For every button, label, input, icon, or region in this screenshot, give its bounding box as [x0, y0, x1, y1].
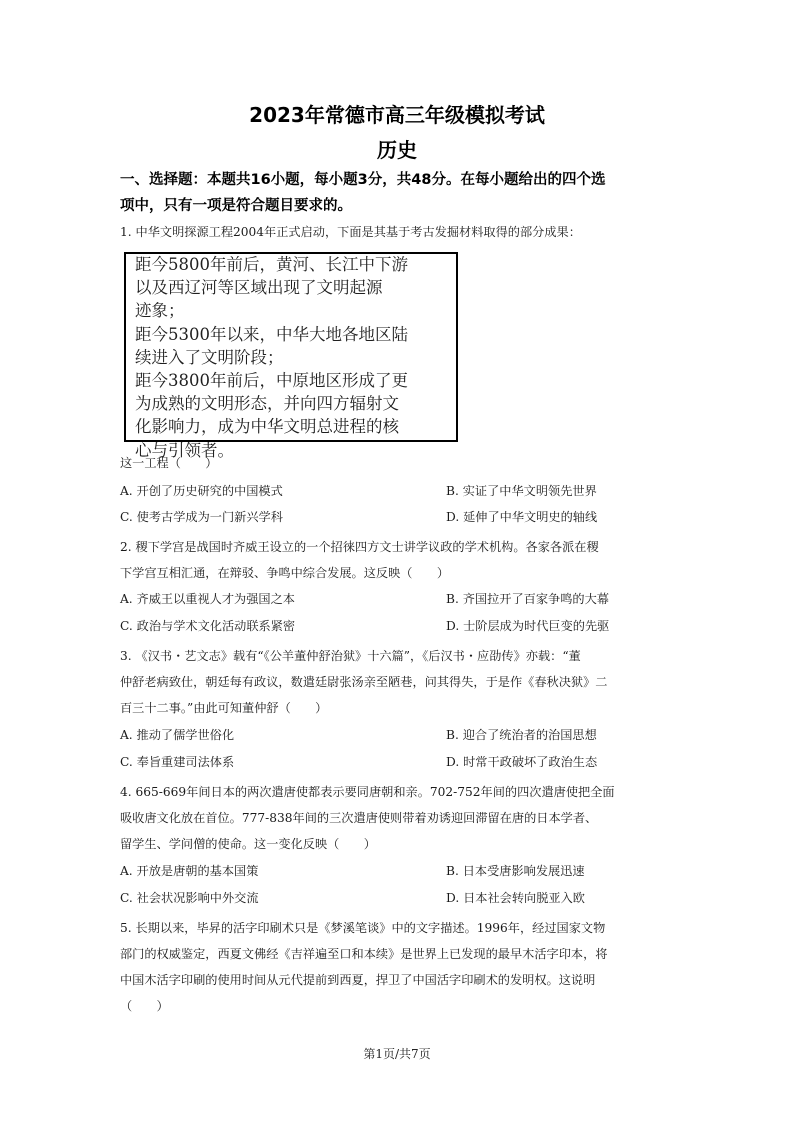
material-line: 距今5800年前后，黄河、长江中下游: [135, 255, 408, 274]
q3-option-d[interactable]: D. 时常干政破坏了政治生态: [446, 755, 598, 769]
q1-option-c[interactable]: C. 使考古学成为一门新兴学科: [120, 510, 283, 524]
q3-option-b[interactable]: B. 迎合了统治者的治国思想: [446, 728, 597, 742]
section-header-line: 项中，只有一项是符合题目要求的。: [120, 198, 352, 214]
q3-option-a[interactable]: A. 推动了儒学世俗化: [120, 728, 235, 742]
question-4-stem: 4. 665-669年间日本的两次遣唐使都表示要同唐朝和亲。702-752年间的四次遣唐使把全面 吸收唐文化放在首位。777-838年间的三次遣唐使则带着劝诱迎回滞留在唐的日本学者、 留学生、学问僧的使命。这一变化反映（ ）: [120, 785, 615, 851]
material-line: 续进入了文明阶段；: [135, 347, 284, 367]
q1-option-b[interactable]: B. 实证了中华文明领先世界: [446, 484, 597, 498]
q2-option-a[interactable]: A. 齐威王以重视人才为强国之本: [120, 592, 295, 606]
q4-option-c[interactable]: C. 社会状况影响中外交流: [120, 891, 259, 905]
q2-option-d[interactable]: D. 士阶层成为时代巨变的先驱: [446, 619, 610, 633]
question-2-stem: 2. 稷下学宫是战国时齐威王设立的一个招徕四方文士讲学议政的学术机构。各家各派在稷 下学宫互相汇通，在辩驳、争鸣中综合发展。这反映（ ）: [120, 540, 599, 580]
material-line: 化影响力，成为中华文明总进程的核: [135, 417, 399, 437]
q4-option-b[interactable]: B. 日本受唐影响发展迅速: [446, 864, 585, 878]
q4-option-a[interactable]: A. 开放是唐朝的基本国策: [120, 864, 259, 878]
material-line: 心与引领者。: [135, 440, 234, 460]
question-5-stem: 5. 长期以来，毕昇的活字印刷术只是《梦溪笔谈》中的文字描述。1996年，经过国家文物 部门的权威鉴定，西夏文佛经《吉祥遍至口和本续》是世界上已发现的最早木活字印本，将 中国木活字印刷的使用时间从元代提前到西夏，捍卫了中国活字印刷术的发明权。这说明 （ ）: [120, 921, 608, 1013]
subject-title: 历史: [377, 138, 417, 162]
page-number: 第1页/共7页: [363, 1047, 431, 1061]
exam-title: 2023年常德市高三年级模拟考试: [249, 103, 545, 127]
material-line: 迹象；: [135, 301, 185, 321]
material-line: 距今3800年前后，中原地区形成了更: [135, 370, 408, 390]
question-3-stem: 3. 《汉书・艺文志》载有“《公羊董仲舒治狱》十六篇”，《后汉书・应劭传》亦载：“董 仲舒老病致仕，朝廷每有政议，数遣廷尉张汤亲至陋巷，问其得失，于是作《春秋决狱》二 百三十二事。”由此可知董仲舒（ ）: [120, 649, 608, 715]
material-line: 以及西辽河等区域出现了文明起源: [135, 278, 383, 298]
q1-option-d[interactable]: D. 延伸了中华文明史的轴线: [446, 510, 598, 524]
material-line: 距今5300年以来，中华大地各地区陆: [135, 324, 408, 344]
q2-option-b[interactable]: B. 齐国拉开了百家争鸣的大幕: [446, 592, 609, 606]
q1-option-a[interactable]: A. 开创了历史研究的中国模式: [120, 484, 283, 498]
section-header: [120, 167, 680, 219]
material-line: 为成熟的文明形态，并向四方辐射文: [135, 394, 399, 414]
question-1-stem: 1. 中华文明探源工程2004年正式启动，下面是其基于考古发掘材料取得的部分成果：: [120, 225, 581, 239]
material-box-text: [135, 253, 465, 462]
q4-option-d[interactable]: D. 日本社会转向脱亚入欧: [446, 891, 585, 905]
section-header-line: 一、选择题：本题共16小题，每小题3分，共48分。在每小题给出的四个选: [120, 172, 606, 188]
q3-option-c[interactable]: C. 奉旨重建司法体系: [120, 755, 235, 769]
q2-option-c[interactable]: C. 政治与学术文化活动联系紧密: [120, 619, 296, 633]
question-1-prompt: 这一工程（ ）: [120, 456, 218, 470]
